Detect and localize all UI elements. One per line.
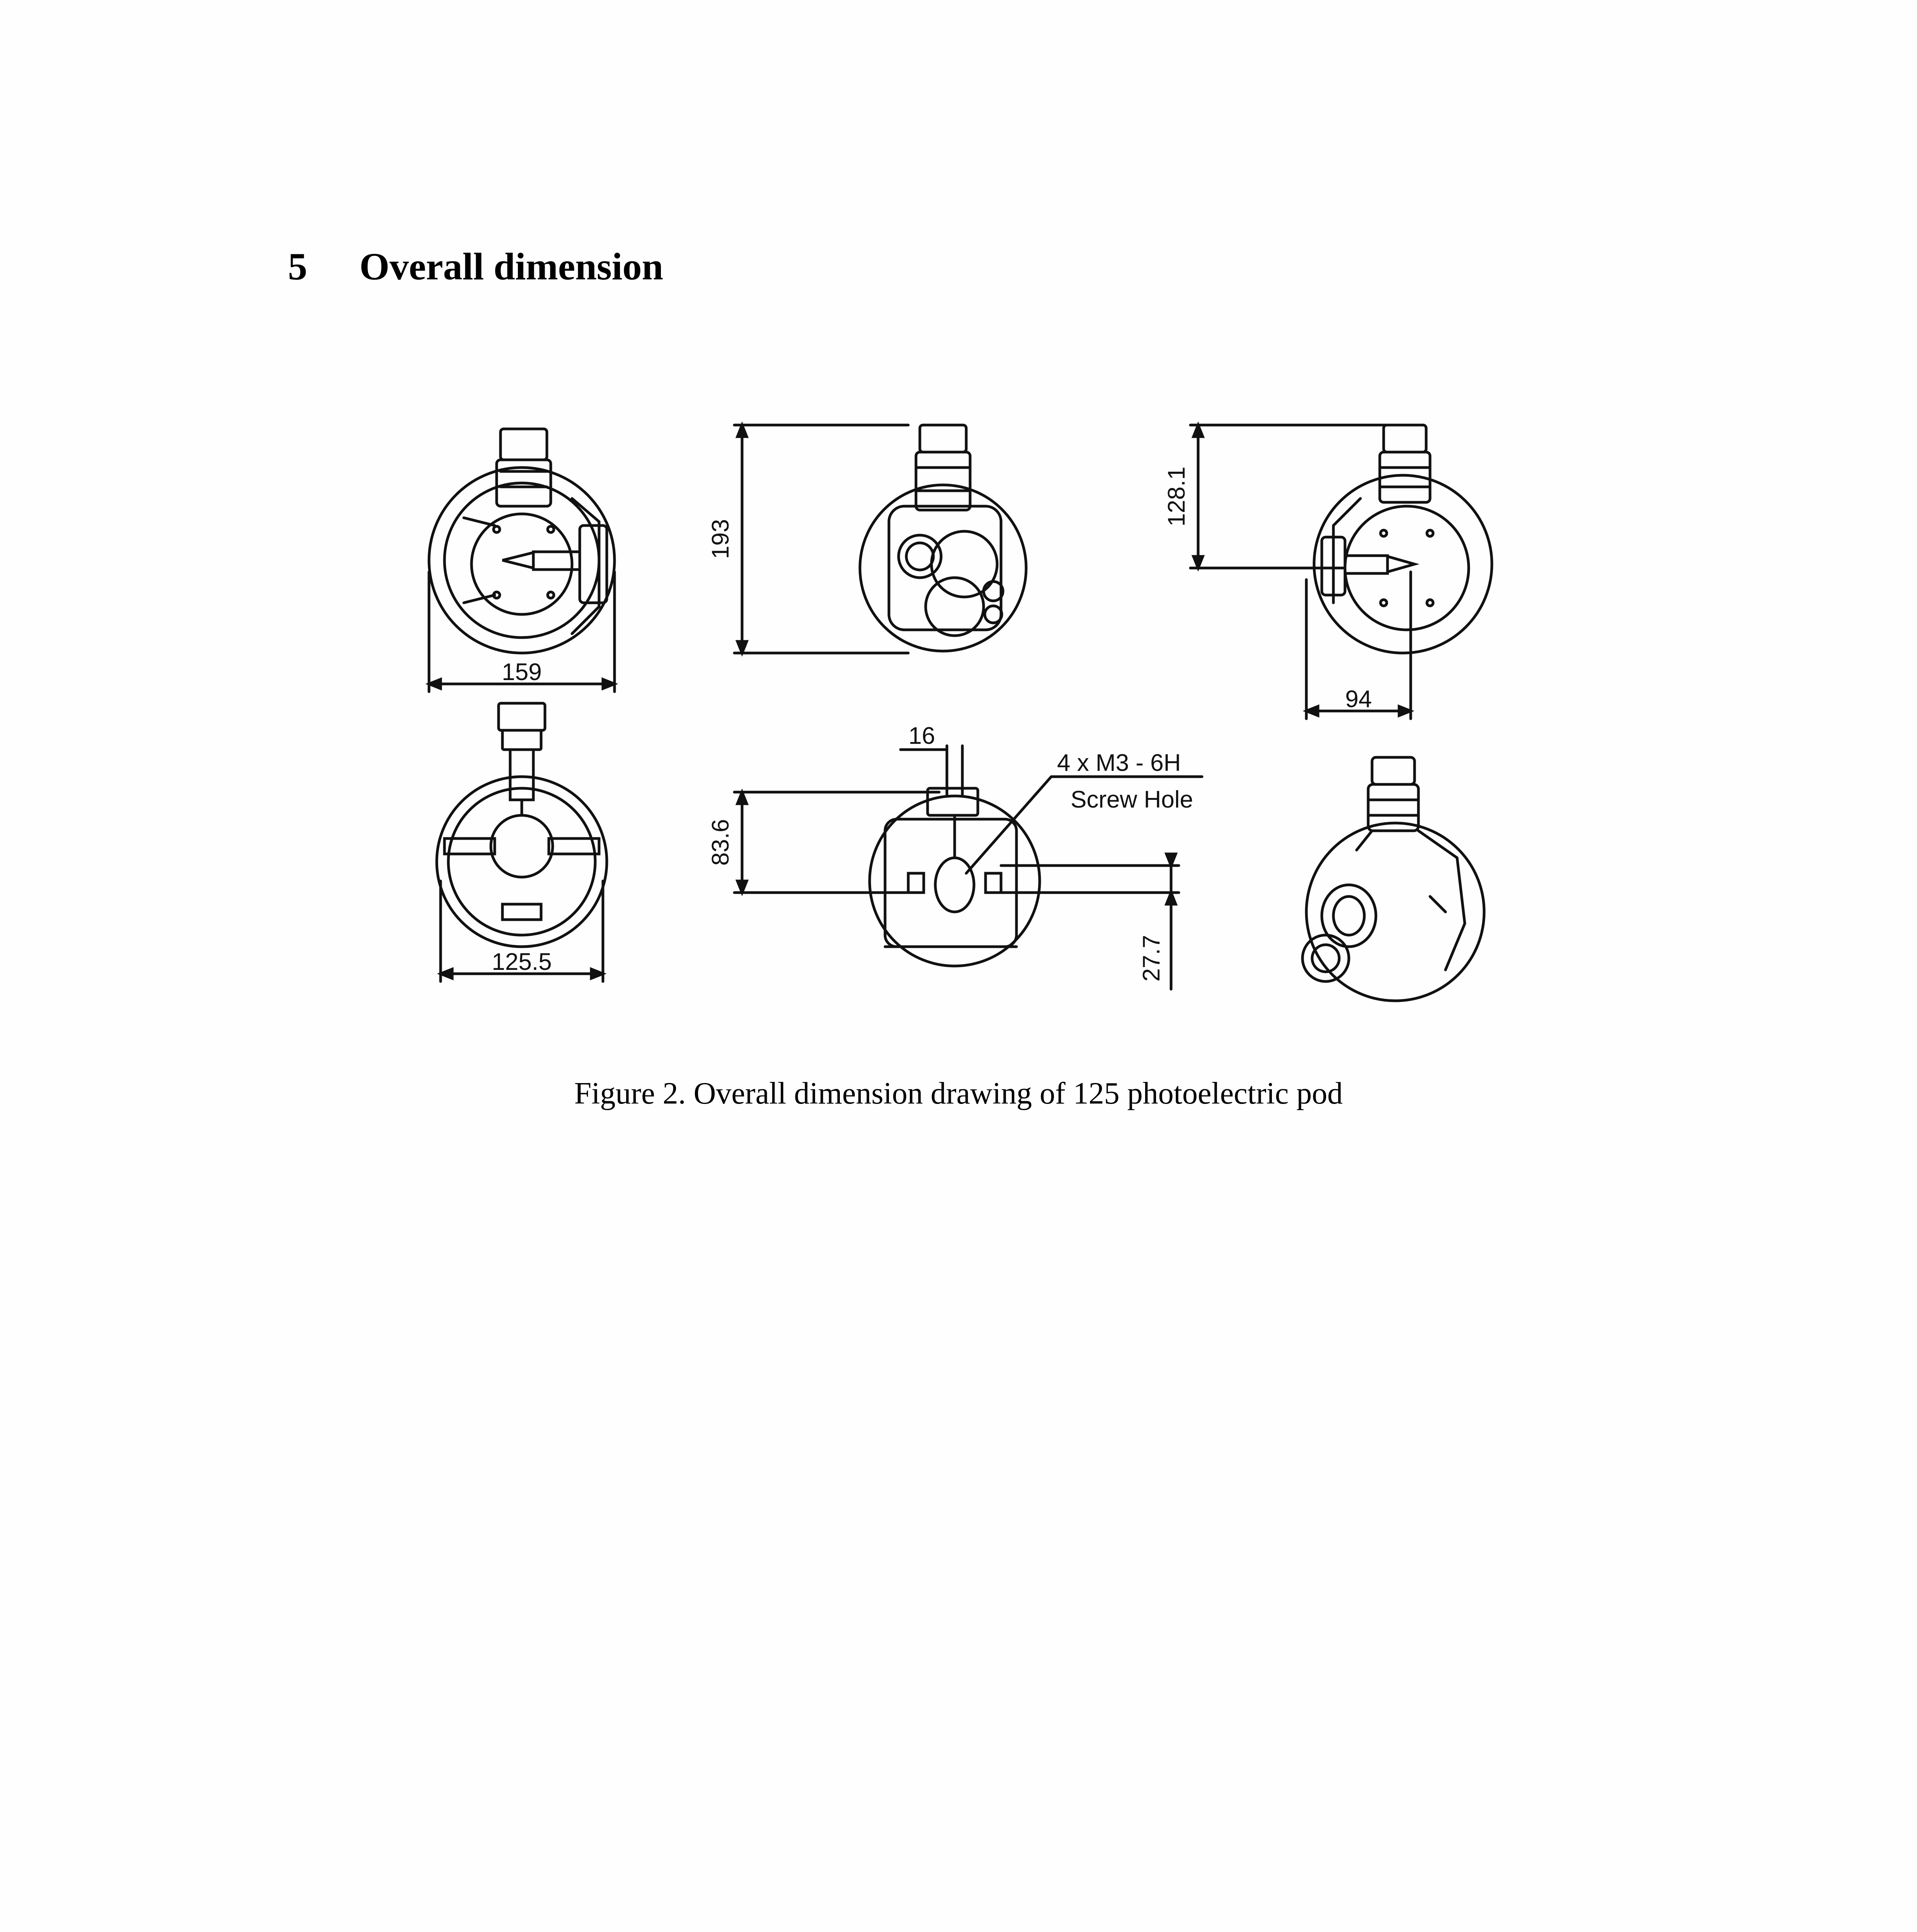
dimension-drawing-svg xyxy=(406,410,1507,1012)
dim-83-6-label: 83.6 xyxy=(707,819,734,866)
side-view xyxy=(1190,425,1492,719)
section-number: 5 xyxy=(288,245,307,288)
dimension-drawing xyxy=(406,410,1507,1012)
screw-note-line1: 4 x M3 - 6H xyxy=(1057,750,1181,776)
section-heading xyxy=(288,247,663,286)
mount-view xyxy=(734,746,1202,989)
dim-94-label: 94 xyxy=(1345,686,1372,713)
dim-193-label: 193 xyxy=(707,519,734,559)
screw-note-line2: Screw Hole xyxy=(1071,786,1193,813)
dim-128-1-label: 128.1 xyxy=(1163,466,1190,527)
dim-16-label: 16 xyxy=(908,723,935,749)
front-view xyxy=(429,429,615,692)
dim-159-label: 159 xyxy=(502,659,542,685)
section-title: Overall dimension xyxy=(359,245,664,288)
dim-125-5-label: 125.5 xyxy=(492,949,552,975)
isometric-view xyxy=(1302,757,1484,1001)
lens-view xyxy=(734,425,1026,653)
bottom-view xyxy=(437,703,607,981)
figure-caption: Figure 2. Overall dimension drawing of 125 photoelectric pod xyxy=(574,1077,1343,1111)
dim-27-7-label: 27.7 xyxy=(1138,935,1165,982)
